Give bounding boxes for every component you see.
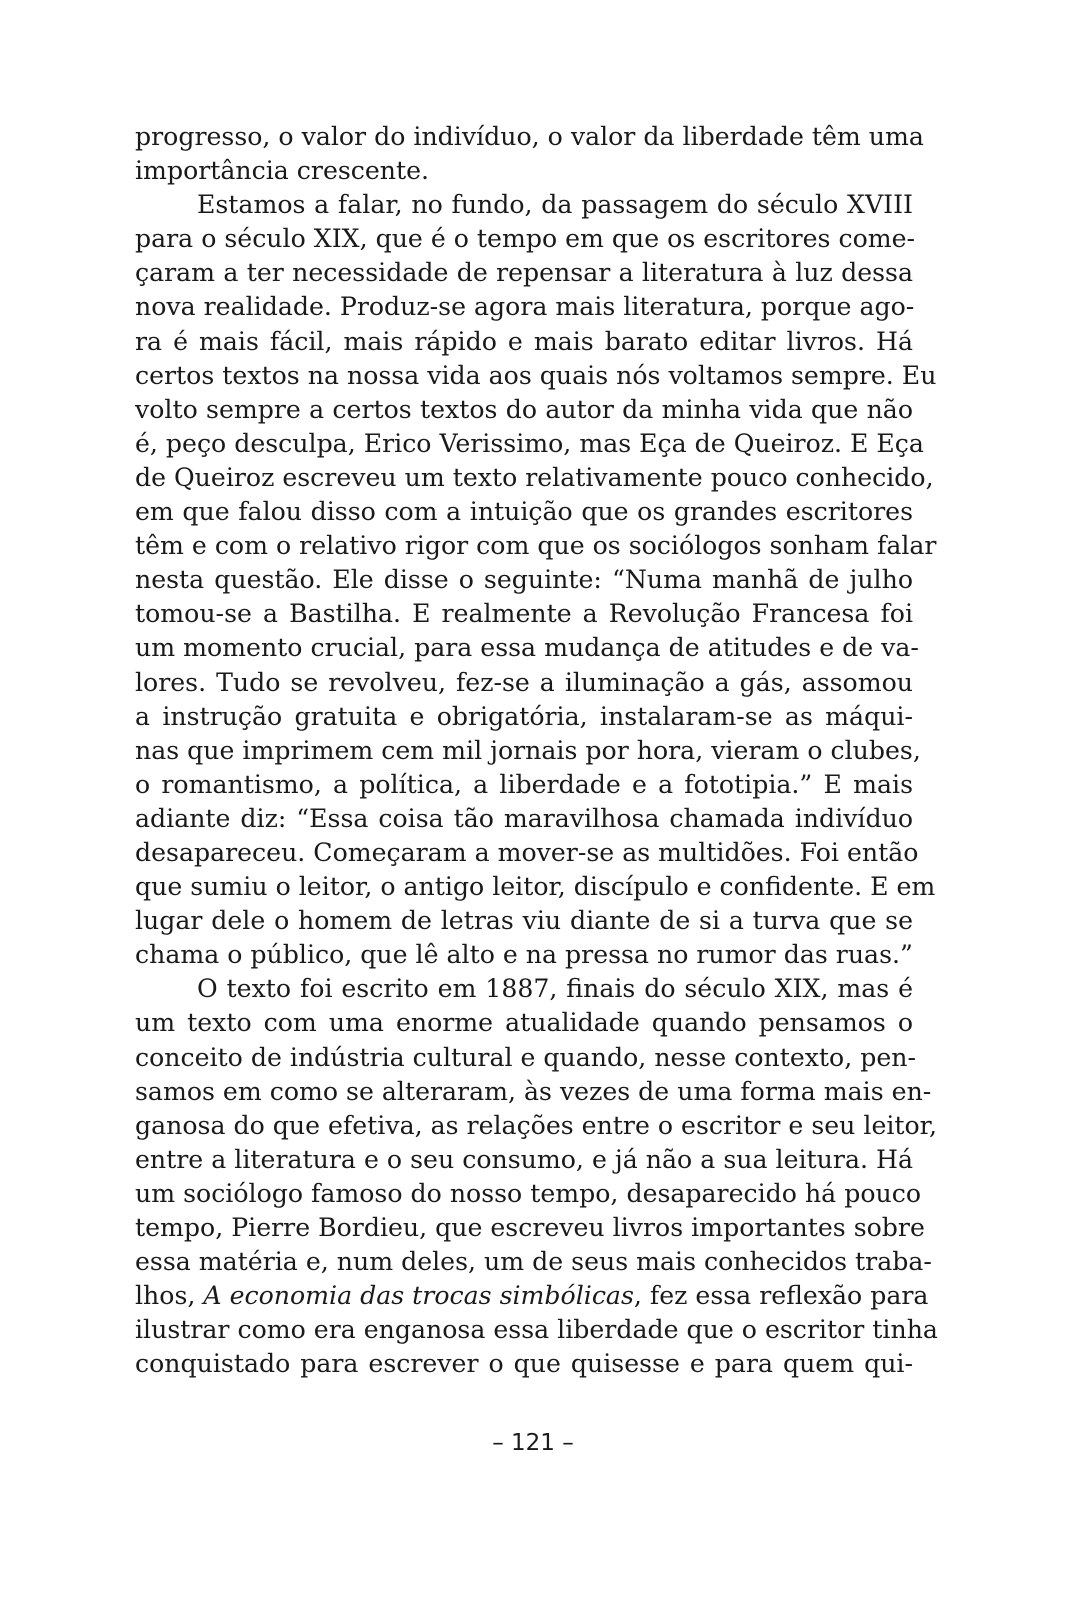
text-line: um texto com uma enorme atualidade quando pensamos o [135, 1008, 913, 1038]
text-line: ganosa do que efetiva, as relações entre o escritor e seu leitor, [135, 1110, 937, 1140]
text-line: nas que imprimem cem mil jornais por hora, vieram o clubes, [135, 735, 921, 765]
text-line: samos em como se alteraram, às vezes de uma forma mais en- [135, 1076, 932, 1106]
text-line: ilustrar como era enganosa essa liberdade que o escritor tinha [135, 1315, 938, 1345]
text-line: progresso, o valor do indivíduo, o valor da liberdade têm uma [135, 122, 924, 151]
text-line: ra é mais fácil, mais rápido e mais barato editar livros. Há [135, 326, 913, 356]
text-line: chama o público, que lê alto e na pressa no rumor das ruas.” [135, 940, 913, 970]
text-line: conquistado para escrever o que quisesse e para quem qui- [135, 1349, 913, 1379]
text-line: essa matéria e, num deles, um de seus mais conhecidos traba- [135, 1247, 932, 1277]
text-line: entre a literatura e o seu consumo, e já não a sua leitura. Há [135, 1144, 913, 1174]
page-number: – 121 – [492, 1430, 574, 1456]
text-segment: lhos, [135, 1281, 204, 1311]
book-title: A economia das trocas simbólicas [203, 1281, 634, 1311]
text-line: o romantismo, a política, a liberdade e a fototipia.” E mais [135, 769, 913, 799]
body-text [135, 120, 938, 1381]
text-line: conceito de indústria cultural e quando, nesse contexto, pen- [135, 1042, 916, 1072]
text-line: têm e com o relativo rigor com que os sociólogos sonham falar [135, 531, 937, 561]
text-line: de Queiroz escreveu um texto relativamente pouco conhecido, [135, 462, 934, 492]
text-line: é, peço desculpa, Erico Verissimo, mas Eça de Queiroz. E Eça [135, 428, 924, 458]
text-line: volto sempre a certos textos do autor da minha vida que não [135, 394, 913, 424]
text-line: um momento crucial, para essa mudança de atitudes e de va- [135, 633, 919, 663]
text-line: O texto foi escrito em 1887, finais do século XIX, mas é [197, 974, 913, 1004]
text-line: nova realidade. Produz-se agora mais literatura, porque ago- [135, 292, 915, 322]
text-line: Estamos a falar, no fundo, da passagem do século XVIII [197, 190, 913, 220]
text-line: adiante diz: “Essa coisa tão maravilhosa chamada indivíduo [135, 803, 913, 833]
text-line: desapareceu. Começaram a mover-se as multidões. Foi então [135, 837, 919, 867]
text-line: çaram a ter necessidade de repensar a literatura à luz dessa [135, 258, 913, 288]
text-line: lugar dele o homem de letras viu diante de si a turva que se [135, 906, 913, 936]
text-line: tempo, Pierre Bordieu, que escreveu livros importantes sobre [135, 1213, 925, 1242]
text-line: importância crescente. [135, 156, 430, 186]
text-segment: , fez essa reflexão para [633, 1281, 929, 1311]
text-line: em que falou disso com a intuição que os grandes escritores [135, 497, 913, 527]
text-line: tomou-se a Bastilha. E realmente a Revolução Francesa foi [135, 599, 913, 629]
text-line-with-title [135, 1279, 929, 1313]
text-line: um sociólogo famoso do nosso tempo, desaparecido há pouco [135, 1178, 921, 1208]
text-line: lores. Tudo se revolveu, fez-se a iluminação a gás, assomou [135, 667, 913, 697]
text-line: nesta questão. Ele disse o seguinte: “Numa manhã de julho [135, 565, 913, 595]
text-line: a instrução gratuita e obrigatória, instalaram-se as máqui- [135, 701, 913, 731]
text-line: para o século XIX, que é o tempo em que os escritores come- [135, 224, 916, 254]
text-line: certos textos na nossa vida aos quais nós voltamos sempre. Eu [135, 360, 937, 390]
text-line: que sumiu o leitor, o antigo leitor, discípulo e confidente. E em [135, 872, 936, 902]
